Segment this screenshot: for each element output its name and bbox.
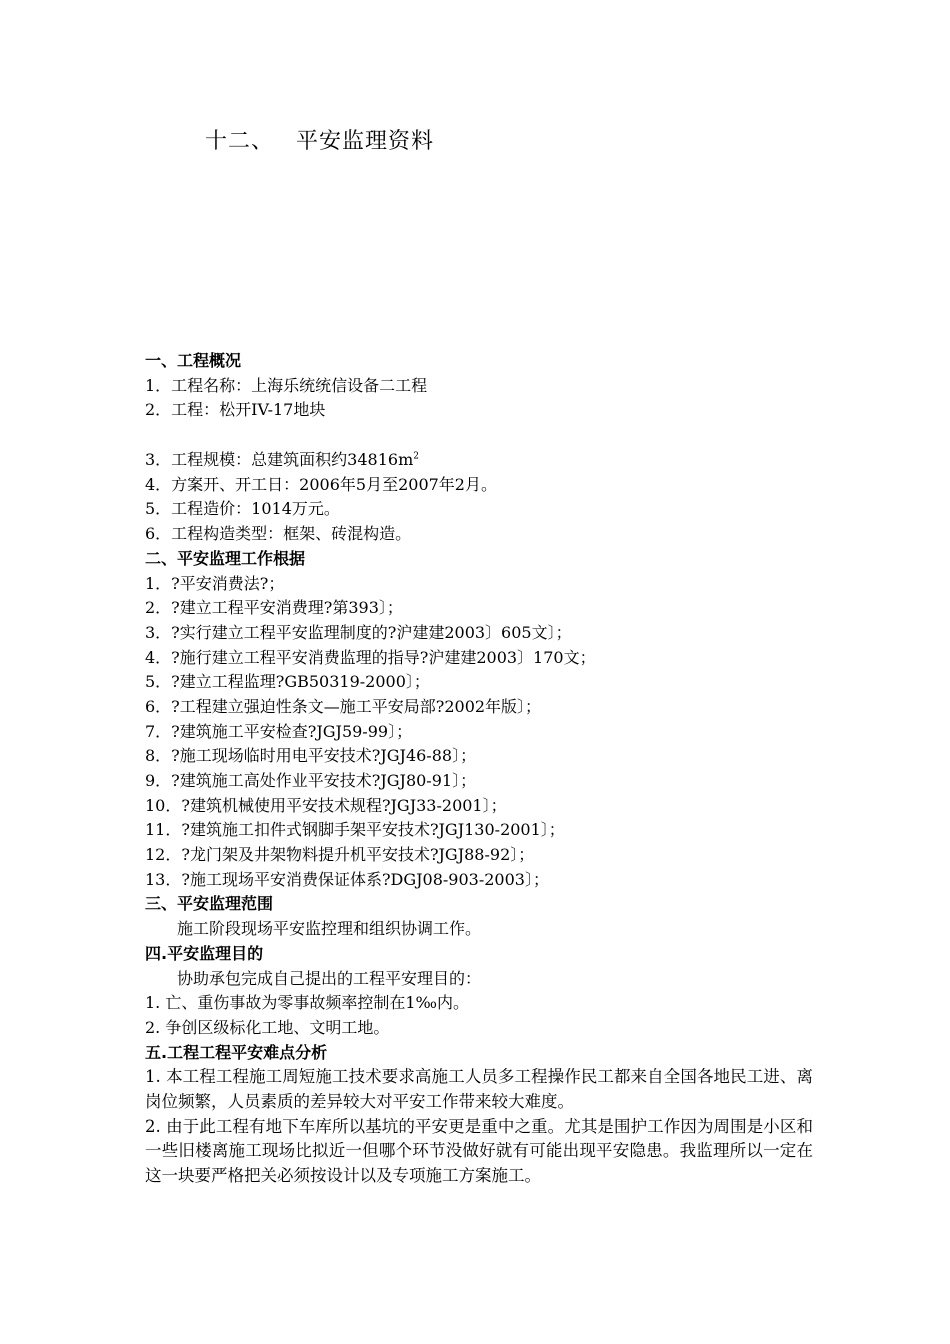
overview-item: 4．方案开、开工日：2006年5月至2007年2月。 xyxy=(145,474,497,494)
objective-item: 2. 争创区级标化工地、文明工地。 xyxy=(145,1017,390,1037)
area-unit-superscript: 2 xyxy=(413,451,419,462)
objective-item: 1. 亡、重伤事故为零事故频率控制在1‰内。 xyxy=(145,993,470,1013)
basis-item: 4．?施行建立工程平安消费监理的指导?沪建建2003〕170文； xyxy=(145,647,596,667)
overview-area-text: 3．工程规模：总建筑面积约34816m xyxy=(145,450,414,470)
chapter-title xyxy=(205,124,434,155)
difficulty-paragraph: 2. 由于此工程有地下车库所以基坑的平安更是重中之重。尤其是围护工作因为周围是小区和一些旧楼离施工现场比拟近一但哪个环节没做好就有可能出现平安隐患。我监理所以一定在这一块要严格把关必须按设计以及专项施工方案施工。 xyxy=(145,1116,813,1186)
basis-item: 3．?实行建立工程平安监理制度的?沪建建2003〕605文〕； xyxy=(145,622,572,642)
section-heading-basis: 二、平安监理工作根据 xyxy=(145,548,306,568)
basis-item: 13．?施工现场平安消费保证体系?DGJ08-903-2003〕； xyxy=(145,869,549,889)
overview-item xyxy=(145,448,813,473)
document-body xyxy=(145,349,813,1189)
section-heading-difficulties: 五.工程工程平安难点分析 xyxy=(145,1042,328,1062)
difficulty-paragraph: 1. 本工程工程施工周短施工技术要求高施工人员多工程操作民工都来自全国各地民工进、离岗位频繁，人员素质的差异较大对平安工作带来较大难度。 xyxy=(145,1067,813,1111)
basis-item: 5．?建立工程监理?GB50319-2000〕； xyxy=(145,672,430,692)
overview-item: 2．工程：松开IV-17地块 xyxy=(145,400,326,420)
objectives-intro: 协助承包完成自己提出的工程平安理目的： xyxy=(177,968,482,988)
scope-text: 施工阶段现场平安监控理和组织协调工作。 xyxy=(177,919,482,939)
chapter-number: 十二、 xyxy=(205,129,275,154)
section-heading-objectives: 四.平安监理目的 xyxy=(145,943,264,963)
basis-item: 8．?施工现场临时用电平安技术?JGJ46-88〕； xyxy=(145,746,477,766)
basis-item: 1．?平安消费法?； xyxy=(145,573,285,593)
section-heading-scope: 三、平安监理范围 xyxy=(145,894,274,914)
chapter-title-text: 平安监理资料 xyxy=(296,129,435,154)
basis-item: 6．?工程建立强迫性条文—施工平安局部?2002年版〕； xyxy=(145,696,542,716)
basis-item: 2．?建立工程平安消费理?第393〕； xyxy=(145,598,403,618)
overview-item: 6．工程构造类型：框架、砖混构造。 xyxy=(145,524,412,544)
basis-item: 9．?建筑施工高处作业平安技术?JGJ80-91〕； xyxy=(145,771,477,790)
section-heading-overview: 一、工程概况 xyxy=(145,351,242,370)
overview-item: 5．工程造价：1014万元。 xyxy=(145,499,340,519)
overview-item: 1．工程名称：上海乐统统信设备二工程 xyxy=(145,375,428,395)
basis-item: 7．?建筑施工平安检查?JGJ59-99〕； xyxy=(145,721,413,741)
basis-item: 12．?龙门架及井架物料提升机平安技术?JGJ88-92〕； xyxy=(145,845,535,865)
basis-item: 10．?建筑机械使用平安技术规程?JGJ33-2001〕； xyxy=(145,795,507,815)
basis-item: 11．?建筑施工扣件式钢脚手架平安技术?JGJ130-2001〕； xyxy=(145,820,565,840)
